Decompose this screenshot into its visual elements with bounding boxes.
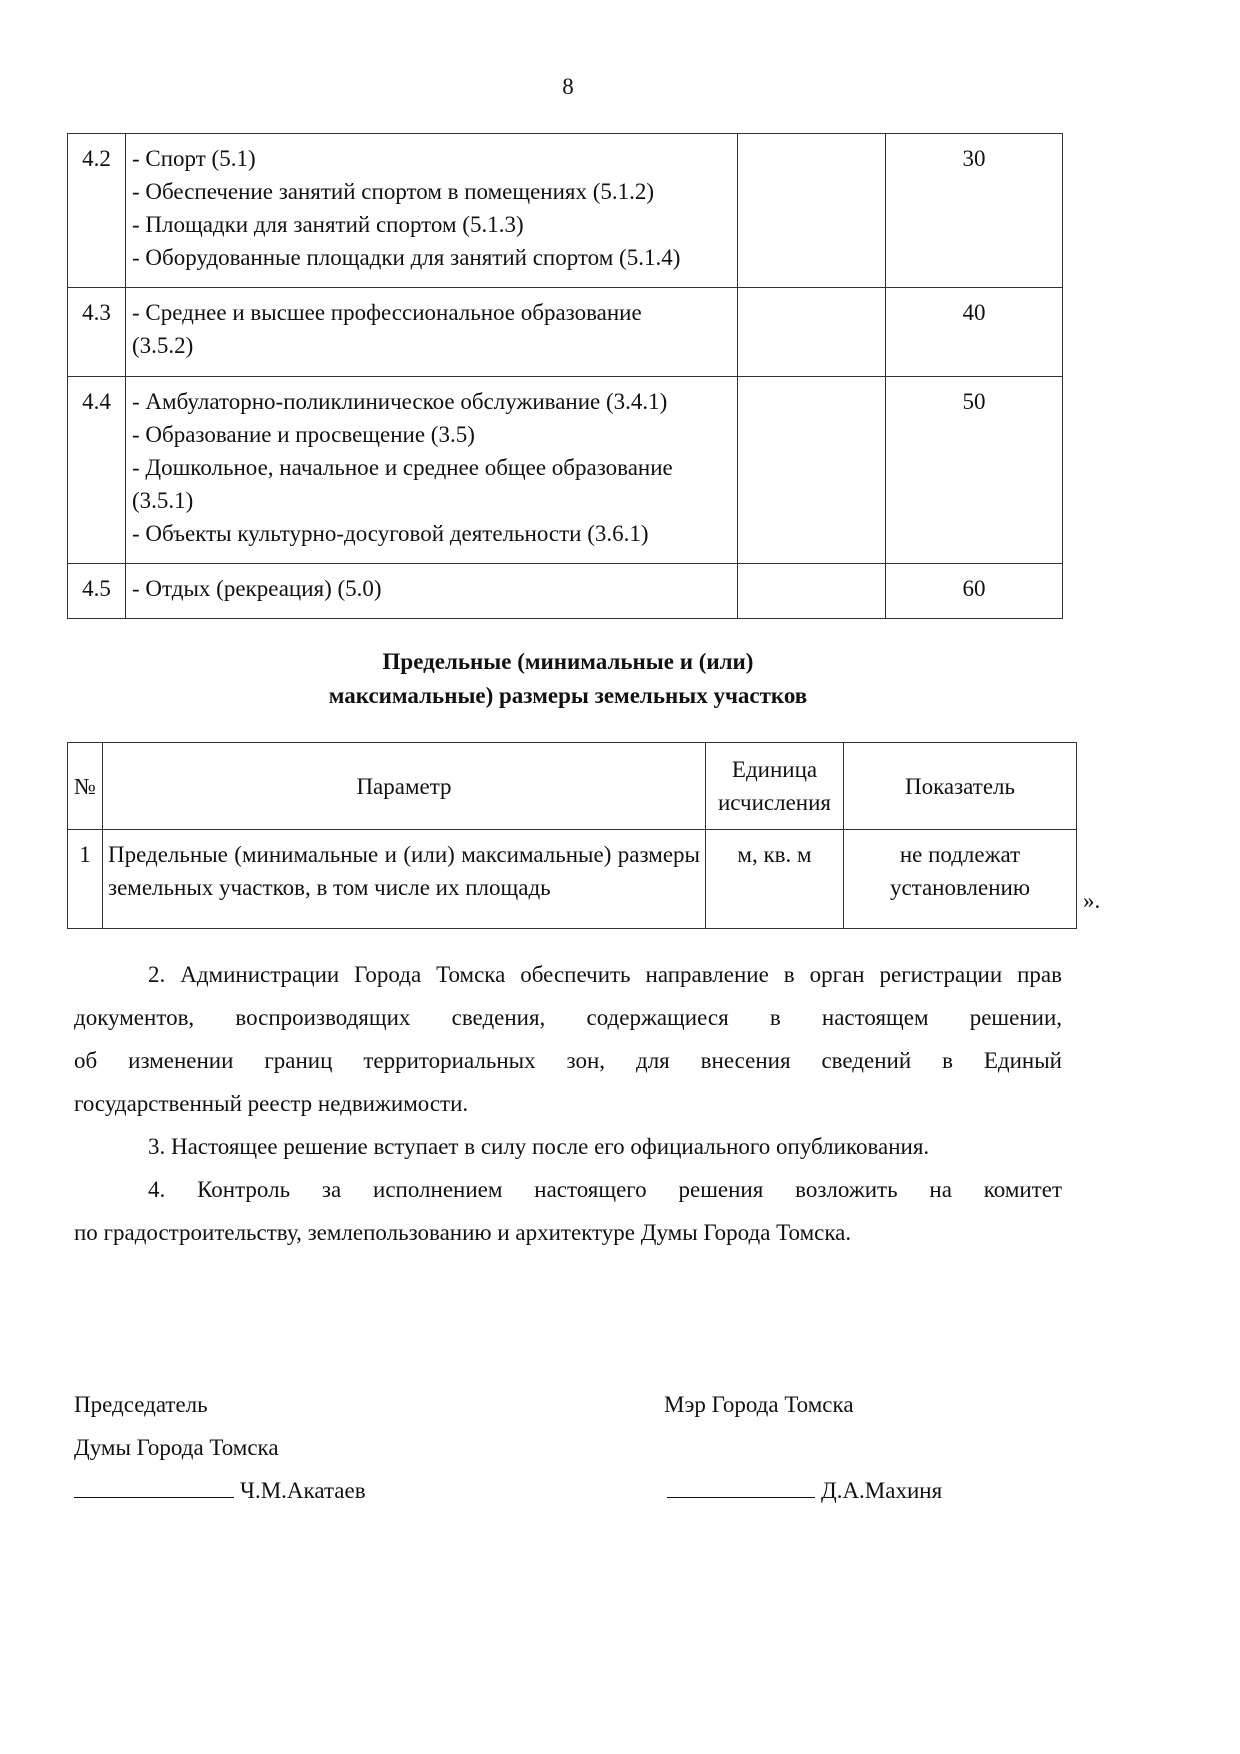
parameter-cell: Предельные (минимальные и (или) максимальные) размеры земельных участков, в том числе их площадь	[103, 830, 706, 929]
use-item: (3.5.2)	[132, 333, 194, 358]
signature-blank	[667, 1469, 815, 1498]
empty-cell	[738, 134, 886, 288]
signature-chairman	[74, 1383, 366, 1512]
paragraph-2	[74, 953, 1062, 1125]
indicator-line: установлению	[889, 875, 1031, 900]
unit-cell: м, кв. м	[706, 830, 844, 929]
row-number: 4.5	[68, 564, 126, 619]
signature-name-line	[74, 1469, 366, 1512]
section-heading-line: Предельные (минимальные и (или)	[382, 649, 754, 674]
page-number: 8	[562, 74, 574, 99]
signature-title: Мэр Города Томска	[664, 1392, 854, 1417]
uses-cell	[126, 377, 738, 564]
uses-cell	[126, 288, 738, 377]
signature-blank	[74, 1469, 234, 1498]
header-number: №	[68, 743, 103, 830]
use-item: - Площадки для занятий спортом (5.1.3)	[132, 212, 524, 237]
empty-cell	[738, 564, 886, 619]
header-parameter: Параметр	[103, 743, 706, 830]
paragraph-line: 4. Контроль за исполнением настоящего решения возложить на комитет	[148, 1177, 1062, 1202]
value-cell: 40	[886, 288, 1063, 377]
land-plot-size-table	[67, 742, 1077, 929]
permitted-uses-table	[67, 133, 1063, 619]
header-unit-line: исчисления	[717, 790, 832, 815]
signature-spacer	[664, 1426, 942, 1469]
table-row	[68, 377, 1063, 564]
value-cell: 50	[886, 377, 1063, 564]
use-item: - Обеспечение занятий спортом в помещениях (5.1.2)	[132, 179, 655, 204]
paragraph-line: 2. Администрации Города Томска обеспечить направление в орган регистрации прав	[148, 962, 1062, 987]
indicator-cell	[844, 830, 1077, 929]
closing-quote: ».	[1083, 888, 1101, 913]
paragraph-line: об изменении границ территориальных зон, для внесения сведений в Единый	[74, 1048, 1062, 1073]
empty-cell	[738, 377, 886, 564]
use-item: (3.5.1)	[132, 488, 194, 513]
paragraph-line: 3. Настоящее решение вступает в силу после его официального опубликования.	[148, 1134, 930, 1159]
signature-name: Ч.М.Акатаев	[240, 1478, 366, 1503]
signature-title: Председатель	[74, 1392, 208, 1417]
table-row	[68, 288, 1063, 377]
empty-cell	[738, 288, 886, 377]
use-item: - Образование и просвещение (3.5)	[132, 422, 475, 447]
table-row	[68, 134, 1063, 288]
table-row	[68, 830, 1077, 929]
row-number: 4.3	[68, 288, 126, 377]
uses-cell	[126, 564, 738, 619]
row-number: 4.2	[68, 134, 126, 288]
header-indicator: Показатель	[844, 743, 1077, 830]
signature-title: Думы Города Томска	[74, 1435, 279, 1460]
use-item: - Объекты культурно-досуговой деятельности (3.6.1)	[132, 521, 649, 546]
row-number: 1	[68, 830, 103, 929]
use-item: - Оборудованные площадки для занятий спортом (5.1.4)	[132, 245, 681, 270]
row-number: 4.4	[68, 377, 126, 564]
use-item: - Дошкольное, начальное и среднее общее образование	[132, 455, 673, 480]
paragraph-4	[74, 1168, 1062, 1254]
signature-mayor	[664, 1383, 942, 1512]
paragraph-line: государственный реестр недвижимости.	[74, 1091, 469, 1116]
value-cell: 60	[886, 564, 1063, 619]
use-item: - Среднее и высшее профессиональное образование	[132, 300, 642, 325]
section-heading	[0, 645, 1136, 713]
paragraph-3	[74, 1125, 1062, 1168]
table-row	[68, 564, 1063, 619]
section-heading-line: максимальные) размеры земельных участков	[328, 683, 808, 708]
value-cell: 30	[886, 134, 1063, 288]
use-item: - Спорт (5.1)	[132, 146, 256, 171]
uses-cell	[126, 134, 738, 288]
use-item: - Амбулаторно-поликлиническое обслуживание (3.4.1)	[132, 389, 668, 414]
use-item: - Отдых (рекреация) (5.0)	[132, 576, 382, 601]
table-header-row	[68, 743, 1077, 830]
paragraph-line: документов, воспроизводящих сведения, содержащиеся в настоящем решении,	[74, 1005, 1062, 1030]
indicator-line: не подлежат	[899, 842, 1021, 867]
header-unit	[706, 743, 844, 830]
signature-name-line	[664, 1469, 942, 1512]
header-unit-line: Единица	[731, 757, 818, 782]
paragraph-line: по градостроительству, землепользованию и архитектуре Думы Города Томска.	[74, 1220, 852, 1245]
signature-name: Д.А.Махиня	[821, 1478, 943, 1503]
